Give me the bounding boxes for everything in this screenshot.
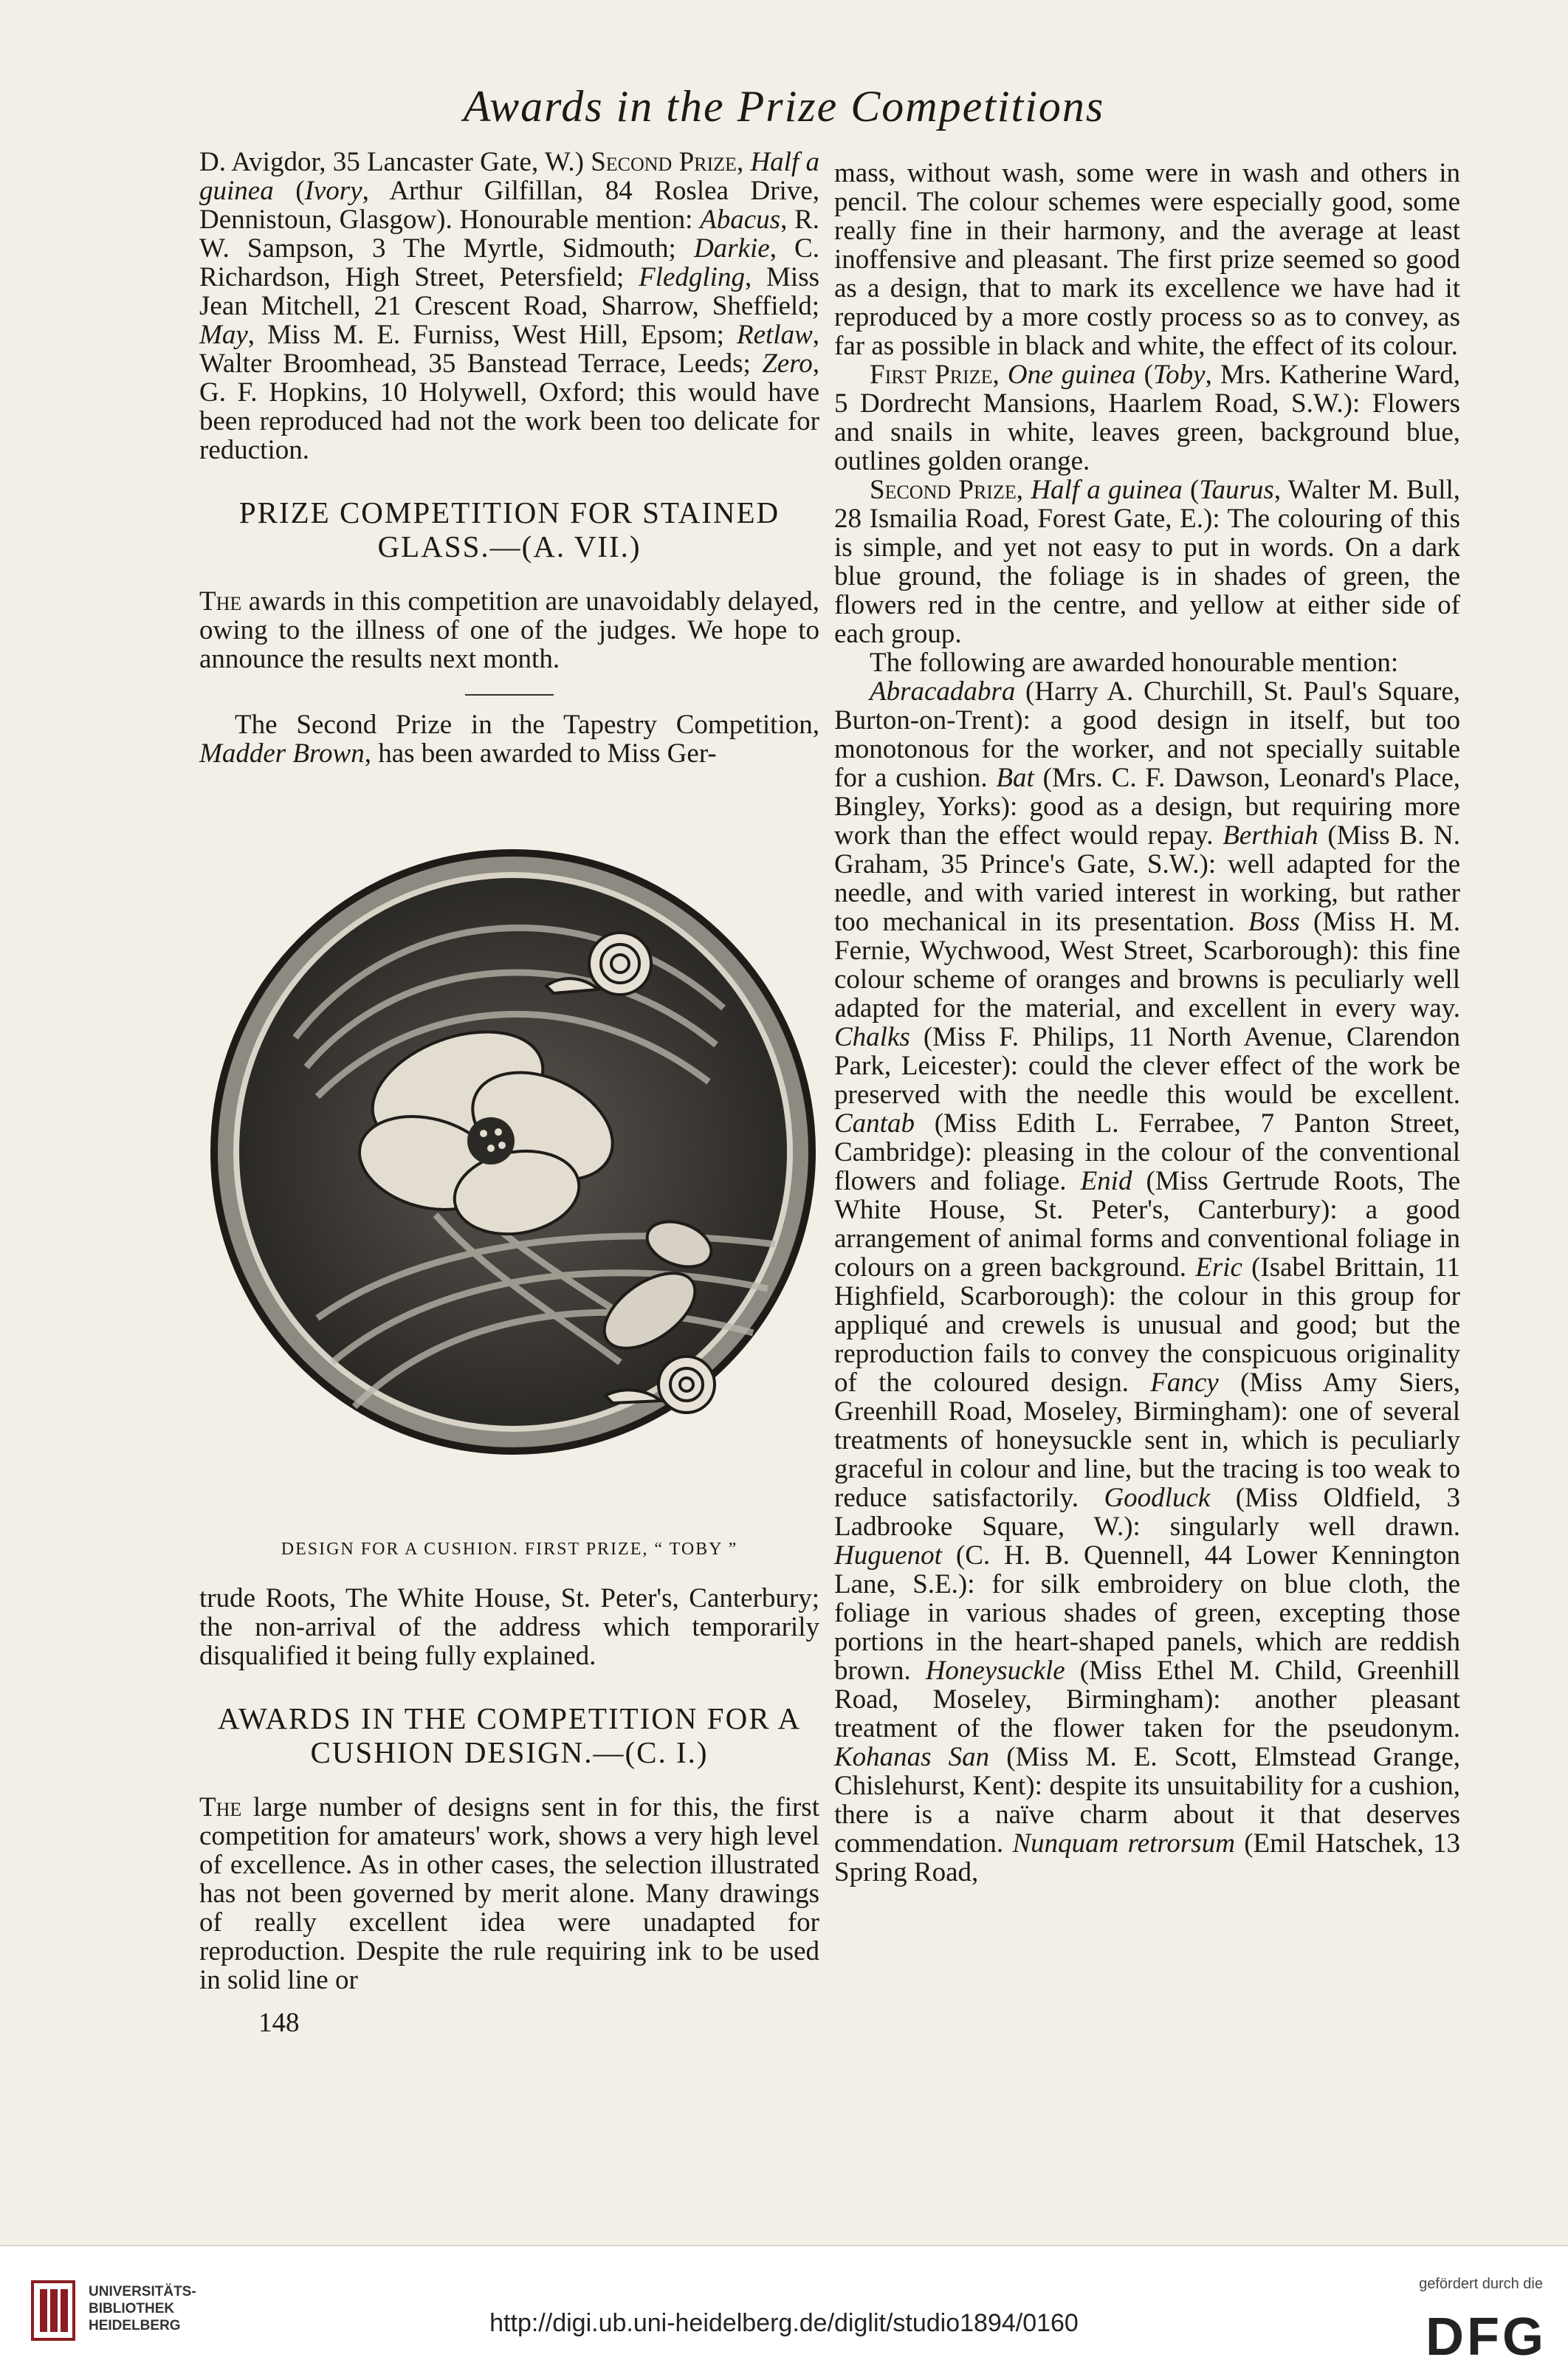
stained-glass-paragraph: The awards in this competition are unavoidably delayed, owing to the illness of one of the judges. We hope to announce the results next month. [199,586,819,674]
right-column [834,159,1460,1887]
cushion-design-image [207,801,827,1503]
page-number: 148 [258,2008,300,2038]
left-paragraph-1: D. Avigdor, 35 Lancaster Gate, W.) Second Prize, Half a guinea (Ivory, Arthur Gilfillan, 84 Roslea Drive, Dennistoun, Glasgow). Honourable mention: Abacus, R. W. Sampson, 3 The Myrtle, Sidmouth; Darkie, C. Richardson, High Street, Petersfield; Fledgling, Miss Jean Mitchell, 21 Crescent Road, Sharrow, Sheffield; May, Miss M. E. Furniss, West Hill, Epsom; Retlaw, Walter Broomhead, 35 Banstead Terrace, Leeds; Zero, G. F. Hopkins, 10 Holywell, Oxford; this would have been reproduced had not the work been too delicate for reduction. [199,147,819,465]
library-name: UNIVERSITÄTS- BIBLIOTHEK HEIDELBERG [89,2284,196,2333]
funding-label: gefördert durch die [1419,2276,1543,2292]
source-url-link[interactable]: http://digi.ub.uni-heidelberg.de/diglit/studio1894/0160 [489,2309,1079,2337]
first-prize-paragraph: First Prize, One guinea (Toby, Mrs. Katherine Ward, 5 Dordrecht Mansions, Haarlem Road, S.W.): Flowers and snails in white, leaves green, background blue, outlines golden orange. [834,360,1460,476]
left-column-lower [199,1584,819,1994]
honourable-mentions-paragraph: Abracadabra (Harry A. Churchill, St. Paul's Square, Burton-on-Trent): a good design in itself, but too monotonous for the worker, and not specially suitable for a cushion. Bat (Mrs. C. F. Dawson, Leonard's Place, Bingley, Yorks): good as a design, but requiring more work than the effect would repay. Berthiah (Miss B. N. Graham, 35 Prince's Gate, S.W.): well adapted for the needle, and with varied interest in working, but rather too mechanical in its presentation. Boss (Miss H. M. Fernie, Wychwood, West Street, Scarborough): this fine colour scheme of oranges and browns is peculiarly well adapted for the material, and excellent in every way. Chalks (Miss F. Philips, 11 North Avenue, Clarendon Park, Leicester): could the clever effect of the work be preserved with the needle this would be excellent. Cantab (Miss Edith L. Ferrabee, 7 Panton Street, Cambridge): pleasing in the colour of the conventional flowers and foliage. Enid (Miss Gertrude Roots, The White House, St. Peter's, Canterbury): a good arrangement of animal forms and conventional foliage in colours on a green background. Eric (Isabel Brittain, 11 Highfield, Scarborough): the colour in this group for appliqué and crewels is unusual and good; but the reproduction fails to convey the conspicuous originality of the coloured design. Fancy (Miss Amy Siers, Greenhill Road, Moseley, Birmingham): one of several treatments of honeysuckle sent in, which is peculiarly graceful in colour and line, but the tracing is too weak to reduce satisfactorily. Goodluck (Miss Oldfield, 3 Ladbrooke Square, W.): singularly well drawn. Huguenot (C. H. B. Quennell, 44 Lower Kennington Lane, S.E.): for silk embroidery on blue cloth, the foliage in various shades of green, excepting those portions in the heart-shaped panels, which are reddish brown. Honeysuckle (Miss Ethel M. Child, Greenhill Road, Moseley, Birmingham): another pleasant treatment of the flower taken for the pseudonym. Kohanas San (Miss M. E. Scott, Elmstead Grange, Chislehurst, Kent): despite its unsuitability for a cushion, there is a naïve charm about it that deserves commendation. Nunquam retrorsum (Emil Hatschek, 13 Spring Road, [834,676,1461,1887]
figure-caption: DESIGN FOR A CUSHION. FIRST PRIZE, “ TOBY ” [281,1540,738,1559]
section-divider [465,694,554,696]
tapestry-paragraph: The Second Prize in the Tapestry Competition, Madder Brown, has been awarded to Miss Ger- [199,710,819,769]
left-column [199,148,819,768]
second-prize-paragraph: Second Prize, Half a guinea (Taurus, Walter M. Bull, 28 Ismailia Road, Forest Gate, E.): The colouring of this is simple, and yet not easy to put in words. On a dark blue ground, the foliage is in shades of green, the flowers red in the centre, and yellow at either side of each group. [834,475,1461,649]
running-head: Awards in the Prize Competitions [463,82,1105,131]
right-paragraph-1: mass, without wash, some were in wash and others in pencil. The colour schemes were especially good, some really fine in their harmony, and the average at least inoffensive and pleasant. The first prize seemed so good as a design, that to mark its excellence we have had it reproduced by a more costly process so as to convey, as far as possible in black and white, the effect of its colour. [834,158,1460,361]
cushion-awards-heading: AWARDS IN THE COMPETITION FOR A CUSHION DESIGN.—(C. I.) [217,1701,802,1769]
digitization-footer [0,2245,1568,2377]
tapestry-continuation-paragraph: trude Roots, The White House, St. Peter's, Canterbury; the non-arrival of the address which temporarily disqualified it being fully explained. [199,1583,819,1671]
stained-glass-heading: PRIZE COMPETITION FOR STAINED GLASS.—(A. VII.) [238,495,780,563]
cushion-design-illustration [207,801,827,1503]
cushion-awards-paragraph: The large number of designs sent in for this, the first competition for amateurs' work, shows a very high level of excellence. As in other cases, the selection illustrated has not been governed by merit alone. Many drawings of really excellent idea were unadapted for reproduction. Despite the rule requiring ink to be used in solid line or [199,1792,819,1995]
dfg-logo: DFG [1426,2308,1547,2367]
honourable-mention-intro: The following are awarded honourable mention: [870,648,1399,678]
